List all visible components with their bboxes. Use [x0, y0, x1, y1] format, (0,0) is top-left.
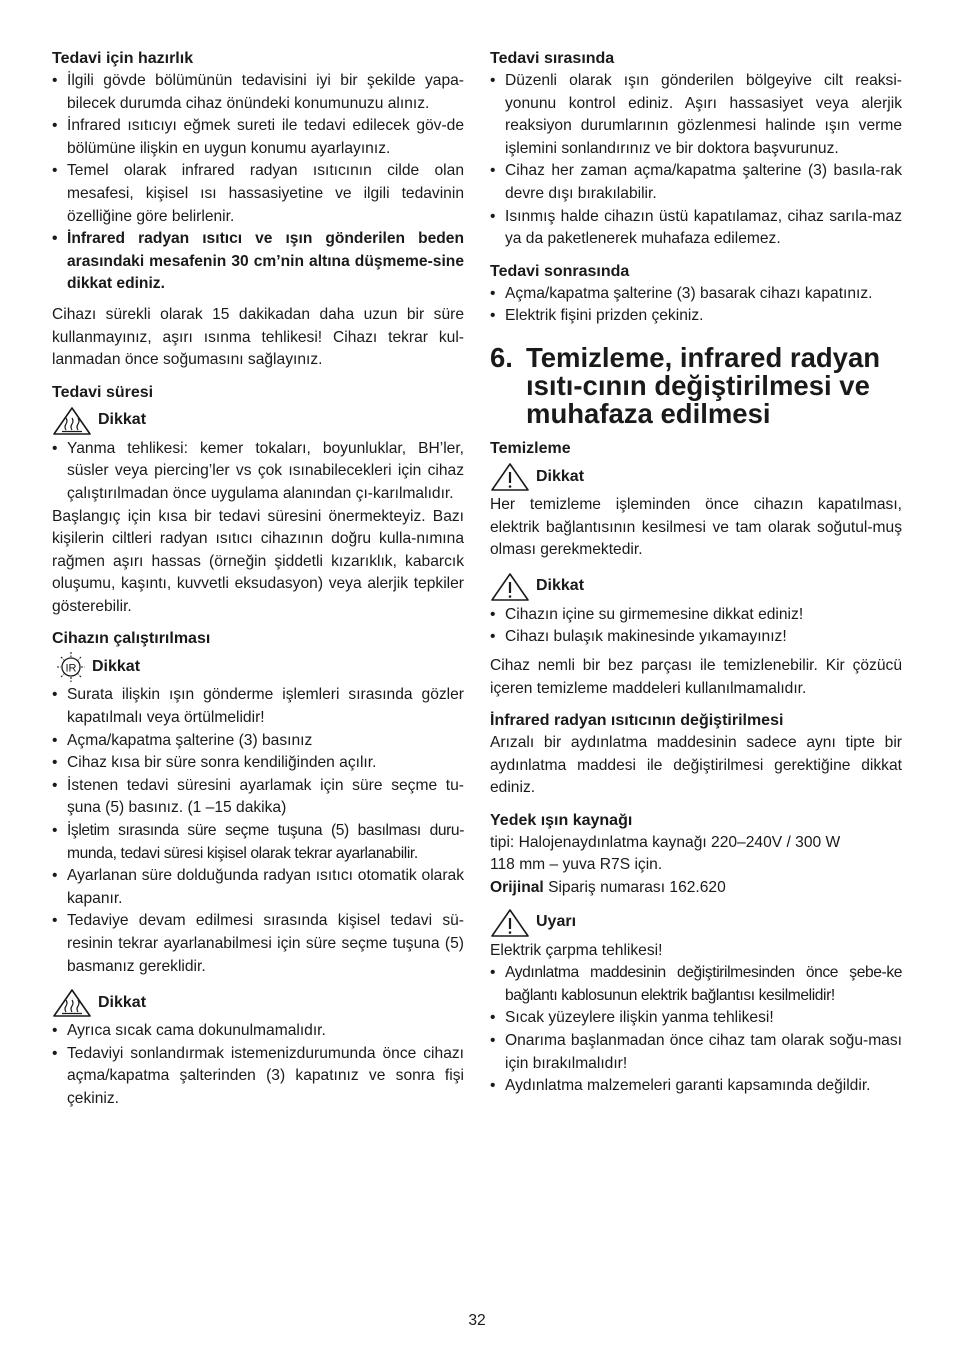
spec-line: tipi: Halojenaydınlatma kaynağı 220–240V / 300 W	[490, 833, 841, 851]
warning-header	[52, 986, 464, 1020]
list-item: • Sıcak yüzeylere ilişkin yanma tehlikesi!	[490, 1007, 902, 1030]
paragraph: Arızalı bir aydınlatma maddesinin sadece aynı tipte bir aydınlatma maddesi ile değiştirilmesi gerektiğine dikkat ediniz.	[490, 734, 902, 797]
paragraph: Elektrik çarpma tehlikesi!	[490, 941, 663, 959]
warning-label: Dikkat	[98, 993, 147, 1011]
paragraph: Cihazı sürekli olarak 15 dakikadan daha uzun bir süre kullanmayınız, aşırı ısınma tehlikesi! Cihazı tekrar kul-lanmadan önce soğumasını sağlayınız.	[52, 305, 464, 369]
section-heading-during-treatment: Tedavi sırasında	[490, 50, 615, 67]
list-item: • Surata ilişkin ışın gönderme işlemleri sırasında gözler kapatılmalı veya örtülmelidir!	[52, 684, 464, 729]
list-item: • Ayrıca sıcak cama dokunulmamalıdır.	[52, 1020, 464, 1043]
paragraph: Cihaz nemli bir bez parçası ile temizlenebilir. Kir çözücü içeren temizleme maddeleri kullanılmamalıdır.	[490, 656, 902, 697]
during-treatment-list	[490, 70, 902, 251]
warning-label: Dikkat	[92, 658, 141, 676]
hot-glass-list	[52, 1020, 464, 1110]
list-item: • Temel olarak infrared radyan ısıtıcının cilde olan mesafesi, kişisel ısı hassasiyetine ve ilgili tedavinin özelliğine göre belirlenir.	[52, 160, 464, 228]
list-item: • İlgili gövde bölümünün tedavisini iyi bir şekilde yapa-bilecek durumda cihaz önündeki konumunuzu alınız.	[52, 70, 464, 115]
order-number: Sipariş numarası 162.620	[543, 879, 726, 897]
spec-line: 118 mm – yuva R7S için.	[490, 856, 663, 874]
list-item: • Cihaz her zaman açma/kapatma şalterine (3) basıla-rak devre dışı bırakılabilir.	[490, 160, 902, 205]
list-item: • İstenen tedavi süresini ayarlamak için süre seçme tu-şuna (5) basınız. (1 –15 dakika)	[52, 775, 464, 820]
paragraph: Başlangıç için kısa bir tedavi süresini önermekteyiz. Bazı kişilerin ciltleri radyan ısıtıcı cihazının doğru kulla-nımına rağmen aşırı hassas (örneğin şiddetli kızarıklık, kabarcık oluşumu, kaşıntı, kuvvetli eksudasyon) veya alerjik tepkiler gösterebilir.	[52, 507, 464, 615]
warning-header	[490, 570, 902, 604]
list-item: • Cihaz kısa bir süre sonra kendiliğinden açılır.	[52, 752, 464, 775]
cleaning-list	[490, 604, 902, 649]
order-number-line	[490, 877, 902, 900]
list-item: • İşletim sırasında süre seçme tuşuna (5) basılması duru-munda, tedavi süresi kişisel olarak tekrar ayarlanabilir.	[52, 820, 464, 865]
chapter-title: Temizleme, infrared radyan ısıtı-cının değiştirilmesi ve muhafaza edilmesi	[526, 341, 881, 429]
warning-label: Dikkat	[536, 577, 585, 595]
section-heading-replacement: İnfrared radyan ısıtıcının değiştirilmesi	[490, 712, 784, 730]
infrared-glyph: IR	[65, 662, 77, 675]
warning-label: Dikkat	[536, 467, 585, 485]
page-number: 32	[468, 1312, 486, 1329]
operation-list	[52, 684, 464, 978]
list-item: • Isınmış halde cihazın üstü kapatılamaz, cihaz sarıla-maz ya da paketlenerek muhafaza edilemez.	[490, 206, 902, 251]
section-heading-spare-lamp: Yedek ışın kaynağı	[490, 811, 633, 829]
warning-label: Uyarı	[536, 913, 577, 931]
spare-lamp-warning-list	[490, 962, 902, 1098]
preparation-list	[52, 70, 464, 296]
right-column	[490, 48, 902, 1098]
warning-header	[490, 460, 902, 494]
hot-surface-warning-icon	[52, 988, 92, 1018]
warning-header	[52, 650, 464, 684]
duration-list	[52, 438, 464, 506]
warning-label: Dikkat	[98, 411, 147, 429]
section-heading-preparation: Tedavi için hazırlık	[52, 50, 194, 67]
chapter-heading	[490, 341, 902, 429]
hot-surface-warning-icon	[52, 406, 92, 436]
exclamation-warning-icon	[490, 462, 530, 492]
list-item: • Tedaviye devam edilmesi sırasında kişisel tedavi sü-resinin tekrar ayarlanabilmesi için süre seçme tuşuna (5) basmanız gereklidir.	[52, 910, 464, 978]
original-label: Orijinal	[490, 879, 544, 897]
list-item: • Açma/kapatma şalterine (3) basınız	[52, 730, 464, 753]
paragraph: Her temizleme işleminden önce cihazın kapatılması, elektrik bağlantısının kesilmesi ve tam olarak soğutul-muş olması gerekmektedir.	[490, 495, 902, 559]
list-item: • Aydınlatma malzemeleri garanti kapsamında değildir.	[490, 1075, 902, 1098]
section-heading-after-treatment: Tedavi sonrasında	[490, 262, 630, 280]
list-item: • İnfrared ısıtıcıyı eğmek sureti ile tedavi edilecek göv-de bölümüne ilişkin en uygun konumu ayarlayınız.	[52, 115, 464, 160]
list-item: • Düzenli olarak ışın gönderilen bölgeyive cilt reaksi-yonunu kontrol ediniz. Aşırı hassasiyet veya alerjik reaksiyon durumlarının gözlenmesi halinde ışın verme işlemini sonlandırınız ve bir doktora başvurunuz.	[490, 70, 902, 160]
list-item: • Cihazı bulaşık makinesinde yıkamayınız!	[490, 626, 902, 649]
exclamation-warning-icon	[490, 908, 530, 938]
list-item: • Ayarlanan süre dolduğunda radyan ısıtıcı otomatik olarak kapanır.	[52, 865, 464, 910]
warning-header	[490, 906, 902, 940]
exclamation-warning-icon	[490, 572, 530, 602]
list-item: • Tedaviyi sonlandırmak istemenizdurumunda önce cihazı açma/kapatma şalterinden (3) kapatınız ve sonra fişi çekiniz.	[52, 1043, 464, 1111]
left-column	[52, 48, 464, 1111]
section-heading-duration: Tedavi süresi	[52, 383, 154, 401]
after-treatment-list	[490, 283, 902, 328]
chapter-number: 6.	[490, 341, 513, 373]
infrared-warning-icon	[52, 652, 90, 682]
list-item-bold: • İnfrared radyan ısıtıcı ve ışın gönderilen beden arasındaki mesafenin 30 cm’nin altına düşmeme-sine dikkat ediniz.	[52, 228, 464, 296]
section-heading-cleaning: Temizleme	[490, 439, 571, 457]
section-heading-operation: Cihazın çalıştırılması	[52, 630, 211, 648]
list-item: • Açma/kapatma şalterine (3) basarak cihazı kapatınız.	[490, 283, 902, 306]
warning-header	[52, 404, 464, 438]
list-item: • Cihazın içine su girmemesine dikkat ediniz!	[490, 604, 902, 627]
list-item: • Yanma tehlikesi: kemer tokaları, boyunluklar, BH’ler, süsler veya piercing’ler vs çok ısınabilecekleri için cihaz çalıştırılmadan önce uygulama alanından çı-karılmalıdır.	[52, 438, 464, 506]
list-item: • Onarıma başlanmadan önce cihaz tam olarak soğu-ması için bırakılmalıdır!	[490, 1030, 902, 1075]
list-item: • Elektrik fişini prizden çekiniz.	[490, 305, 902, 328]
list-item: • Aydınlatma maddesinin değiştirilmesinden önce şebe-ke bağlantı kablosunun elektrik bağlantısı kesilmelidir!	[490, 962, 902, 1007]
